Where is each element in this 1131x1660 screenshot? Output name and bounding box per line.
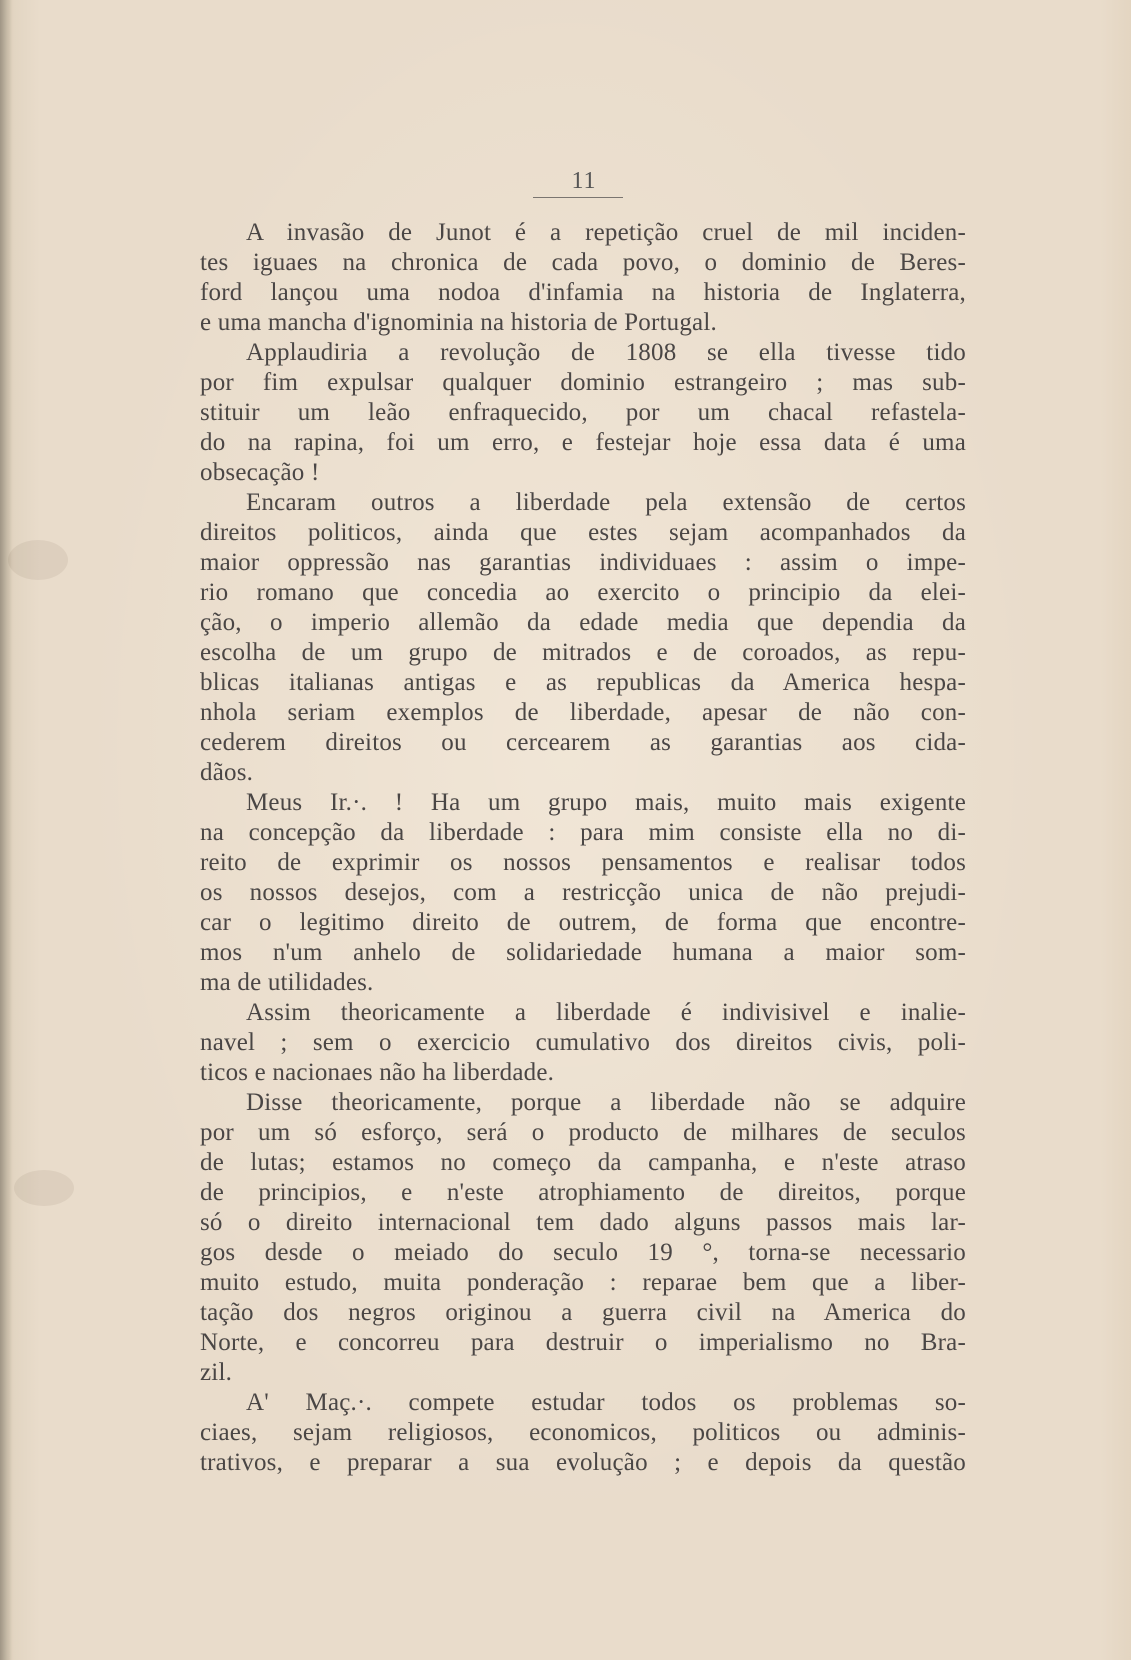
text-line: só o direito internacional tem dado alguns passos mais lar- <box>200 1209 966 1236</box>
binding-edge <box>0 0 12 1660</box>
text-line: cederem direitos ou cercearem as garantias aos cida- <box>200 729 966 756</box>
text-line: Assim theoricamente a liberdade é indivisivel e inalie- <box>246 999 966 1026</box>
page-number: 11 <box>571 168 597 194</box>
text-line: navel ; sem o exercicio cumulativo dos direitos civis, poli- <box>200 1029 966 1056</box>
text-line: A invasão de Junot é a repetição cruel de mil inciden- <box>246 219 966 246</box>
text-line: blicas italianas antigas e as republicas da America hespa- <box>200 669 966 696</box>
text-line: obsecação ! <box>200 459 320 486</box>
text-line: escolha de um grupo de mitrados e de coroados, as repu- <box>200 639 966 666</box>
text-line: Applaudiria a revolução de 1808 se ella tivesse tido <box>246 339 966 366</box>
text-line: muito estudo, muita ponderação : reparae bem que a liber- <box>200 1269 966 1296</box>
text-line: ticos e nacionaes não ha liberdade. <box>200 1059 555 1086</box>
text-line: ford lançou uma nodoa d'infamia na historia de Inglaterra, <box>200 279 966 306</box>
text-line: Meus Ir.·. ! Ha um grupo mais, muito mais exigente <box>246 789 966 816</box>
text-line: ção, o imperio allemão da edade media que dependia da <box>200 609 966 636</box>
text-line: de principios, e n'este atrophiamento de direitos, porque <box>200 1179 966 1206</box>
text-line: reito de exprimir os nossos pensamentos e realisar todos <box>200 849 966 876</box>
text-line: na concepção da liberdade : para mim consiste ella no di- <box>200 819 966 846</box>
text-line: trativos, e preparar a sua evolução ; e depois da questão <box>200 1449 966 1476</box>
text-line: tação dos negros originou a guerra civil na America do <box>200 1299 966 1326</box>
text-line: car o legitimo direito de outrem, de forma que encontre- <box>200 909 966 936</box>
body-text <box>200 218 966 1478</box>
text-line: os nossos desejos, com a restricção unica de não prejudi- <box>200 879 966 906</box>
paper-stain <box>8 540 68 580</box>
text-line: nhola seriam exemplos de liberdade, apesar de não con- <box>200 699 966 726</box>
paper-stain <box>14 1170 74 1206</box>
text-line: tes iguaes na chronica de cada povo, o dominio de Beres- <box>200 249 966 276</box>
text-line: de lutas; estamos no começo da campanha, e n'este atraso <box>200 1149 966 1176</box>
text-line: e uma mancha d'ignominia na historia de Portugal. <box>200 309 717 336</box>
text-line: A' Maç.·. compete estudar todos os problemas so- <box>246 1389 966 1416</box>
text-line: gos desde o meiado do seculo 19 °, torna-se necessario <box>200 1239 966 1266</box>
page-number-rule <box>533 197 623 198</box>
text-line: direitos politicos, ainda que estes sejam acompanhados da <box>200 519 966 546</box>
text-line: ciaes, sejam religiosos, economicos, politicos ou adminis- <box>200 1419 966 1446</box>
text-line: Encaram outros a liberdade pela extensão de certos <box>246 489 966 516</box>
text-line: maior oppressão nas garantias individuaes : assim o impe- <box>200 549 966 576</box>
text-line: ma de utilidades. <box>200 969 374 996</box>
text-line: por fim expulsar qualquer dominio estrangeiro ; mas sub- <box>200 369 966 396</box>
text-line: rio romano que concedia ao exercito o principio da elei- <box>200 579 966 606</box>
text-line: mos n'um anhelo de solidariedade humana a maior som- <box>200 939 966 966</box>
text-line: stituir um leão enfraquecido, por um chacal refastela- <box>200 399 966 426</box>
text-line: do na rapina, foi um erro, e festejar hoje essa data é uma <box>200 429 966 456</box>
text-line: zil. <box>200 1359 233 1386</box>
text-line: dãos. <box>200 759 254 786</box>
text-line: Disse theoricamente, porque a liberdade não se adquire <box>246 1089 966 1116</box>
text-line: Norte, e concorreu para destruir o imperialismo no Bra- <box>200 1329 966 1356</box>
text-line: por um só esforço, será o producto de milhares de seculos <box>200 1119 966 1146</box>
